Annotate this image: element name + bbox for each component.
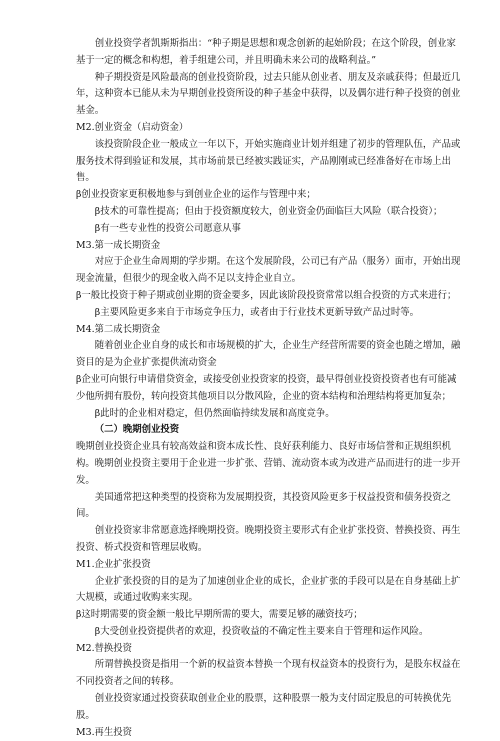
paragraph: 该投资阶段企业一般成立一年以下，开始实施商业计划并组建了初步的管理队伍，产品或服务技术得到验证和发展，其市场前景已经被实践证实，产品刚刚或已经准备好在市场上出售。 bbox=[76, 138, 461, 184]
paragraph: β此时的企业相对稳定，但仍然面临持续发展和高度竞争。 bbox=[94, 407, 335, 419]
paragraph: M3.再生投资 bbox=[76, 726, 133, 738]
paragraph: β主要风险更多来自于市场竞争压力，或者由于行业技术更新导致产品过时等。 bbox=[94, 306, 419, 318]
paragraph: β一般比投资于种子期或创业期的资金要多，因此该阶段投资常常以组合投资的方式来进行； bbox=[76, 289, 457, 301]
paragraph: M2.替换投资 bbox=[76, 642, 133, 654]
paragraph: 美国通常把这种类型的投资称为发展期投资，其投资风险更多于权益投资和债务投资之间。 bbox=[76, 491, 452, 520]
paragraph: 种子期投资是风险最高的创业投资阶段，过去只能从创业者、朋友及亲戚获得；但最近几年，这种资本已能从未为早期创业投资所设的种子基金中获得，以及偶尔进行种子投资的创业基金。 bbox=[76, 71, 461, 117]
paragraph: M3.第一成长期资金 bbox=[76, 239, 161, 251]
paragraph: 对应于企业生命周期的学步期。在这个发展阶段，公司已有产品（服务）面市，开始出现现金流量，但很少的现金收入尚不足以支持企业自立。 bbox=[76, 256, 461, 285]
paragraph: M4.第二成长期资金 bbox=[76, 323, 161, 335]
paragraph: β技术的可靠性提高；但由于投资额度较大，创业资金仍面临巨大风险（联合投资）； bbox=[94, 205, 443, 217]
paragraph: M2.创业资金（启动资金） bbox=[76, 121, 189, 133]
paragraph: β创业投资家更积极地参与到创业企业的运作与管理中来； bbox=[76, 189, 316, 201]
paragraph: β企业可向银行申请借贷资金，或接受创业投资家的投资，最早得创业投资投资者也有可能减少他所拥有股份，转向投资其他项目以分散风险，企业的资本结构和治理结构将更加复杂； bbox=[76, 373, 457, 402]
paragraph: β有一些专业性的投资公司愿意从事 bbox=[94, 222, 241, 234]
paragraph: 随着创业企业自身的成长和市场规模的扩大，企业生产经营所需要的资金也随之增加，融资目的是为企业扩张提供流动资金 bbox=[76, 340, 461, 369]
paragraph: M1.企业扩张投资 bbox=[76, 558, 151, 570]
paragraph: 晚期创业投资企业具有较高效益和资本成长性、良好获利能力、良好市场信誉和正规组织机构。晚期创业投资主要用于企业进一步扩张、营销、流动资本或为改进产品而进行的进一步开发。 bbox=[76, 441, 461, 486]
paragraph: β这时期需要的资金额一般比早期所需的要大，需要足够的融资技巧； bbox=[76, 609, 363, 621]
paragraph: β大受创业投资提供者的欢迎，投资收益的不确定性主要来自于管理和运作风险。 bbox=[94, 625, 429, 637]
paragraph: （二）晚期创业投资 bbox=[94, 424, 180, 436]
paragraph: 企业扩张投资的目的是为了加速创业企业的成长，企业扩张的手段可以是在自身基础上扩大规模，或通过收购来实现。 bbox=[76, 575, 461, 604]
paragraph: 所谓替换投资是指用一个新的权益资本替换一个现有权益资本的投资行为，是股东权益在不同投资者之间的转移。 bbox=[76, 659, 461, 688]
paragraph: 创业投资家非常愿意选择晚期投资。晚期投资主要形式有企业扩张投资、替换投资、再生投资、桥式投资和管理层收购。 bbox=[76, 525, 461, 553]
paragraph: 创业投资家通过投资获取创业企业的股票，这种股票一般为支付固定股息的可转换优先股。 bbox=[76, 693, 452, 721]
paragraph: 创业投资学者凯斯斯指出：“种子期是思想和观念创新的起始阶段；在这个阶段，创业家基于一定的概念和构想，着手组建公司，并且明确未来公司的战略利益。” bbox=[76, 38, 456, 66]
